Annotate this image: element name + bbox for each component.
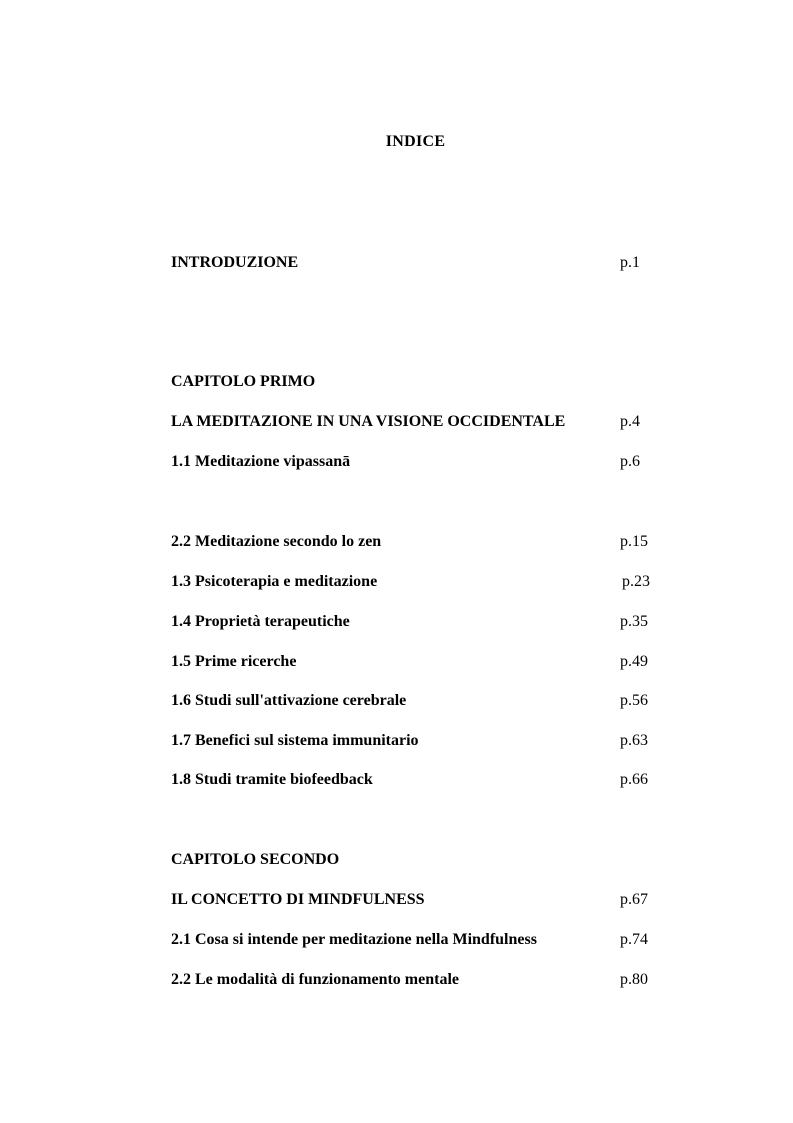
toc-page-number: p.67: [620, 891, 648, 908]
chapter-heading: CAPITOLO SECONDO: [171, 851, 340, 868]
toc-page-number: p.23: [622, 573, 650, 590]
chapter-title: LA MEDITAZIONE IN UNA VISIONE OCCIDENTALE: [171, 413, 566, 430]
toc-entry: 1.4 Proprietà terapeutiche: [171, 613, 350, 630]
toc-page-number: p.74: [620, 931, 648, 948]
toc-entry: 2.2 Meditazione secondo lo zen: [171, 533, 382, 550]
toc-entry: 1.3 Psicoterapia e meditazione: [171, 573, 378, 590]
toc-page-number: p.66: [620, 771, 648, 788]
toc-page-number: p.1: [620, 254, 640, 271]
toc-page-number: p.15: [620, 533, 648, 550]
toc-entry: 1.8 Studi tramite biofeedback: [171, 771, 373, 788]
chapter-title: IL CONCETTO DI MINDFULNESS: [171, 891, 425, 908]
toc-entry: 2.2 Le modalità di funzionamento mentale: [171, 971, 459, 988]
toc-entry: 1.6 Studi sull'attivazione cerebrale: [171, 692, 407, 709]
toc-page-number: p.49: [620, 653, 648, 670]
toc-entry: 1.1 Meditazione vipassanā: [171, 453, 351, 470]
toc-entry: 2.1 Cosa si intende per meditazione nella Mindfulness: [171, 931, 537, 948]
toc-page-number: p.63: [620, 732, 648, 749]
toc-entry: 1.7 Benefici sul sistema immunitario: [171, 732, 419, 749]
toc-page-number: p.80: [620, 971, 648, 988]
toc-page-number: p.35: [620, 613, 648, 630]
toc-page-number: p.4: [620, 413, 640, 430]
page-title: INDICE: [385, 133, 446, 150]
toc-page-number: p.6: [620, 453, 640, 470]
toc-page-number: p.56: [620, 692, 648, 709]
chapter-heading: CAPITOLO PRIMO: [171, 373, 316, 390]
toc-entry-introduzione: INTRODUZIONE: [171, 254, 299, 271]
toc-entry: 1.5 Prime ricerche: [171, 653, 297, 670]
